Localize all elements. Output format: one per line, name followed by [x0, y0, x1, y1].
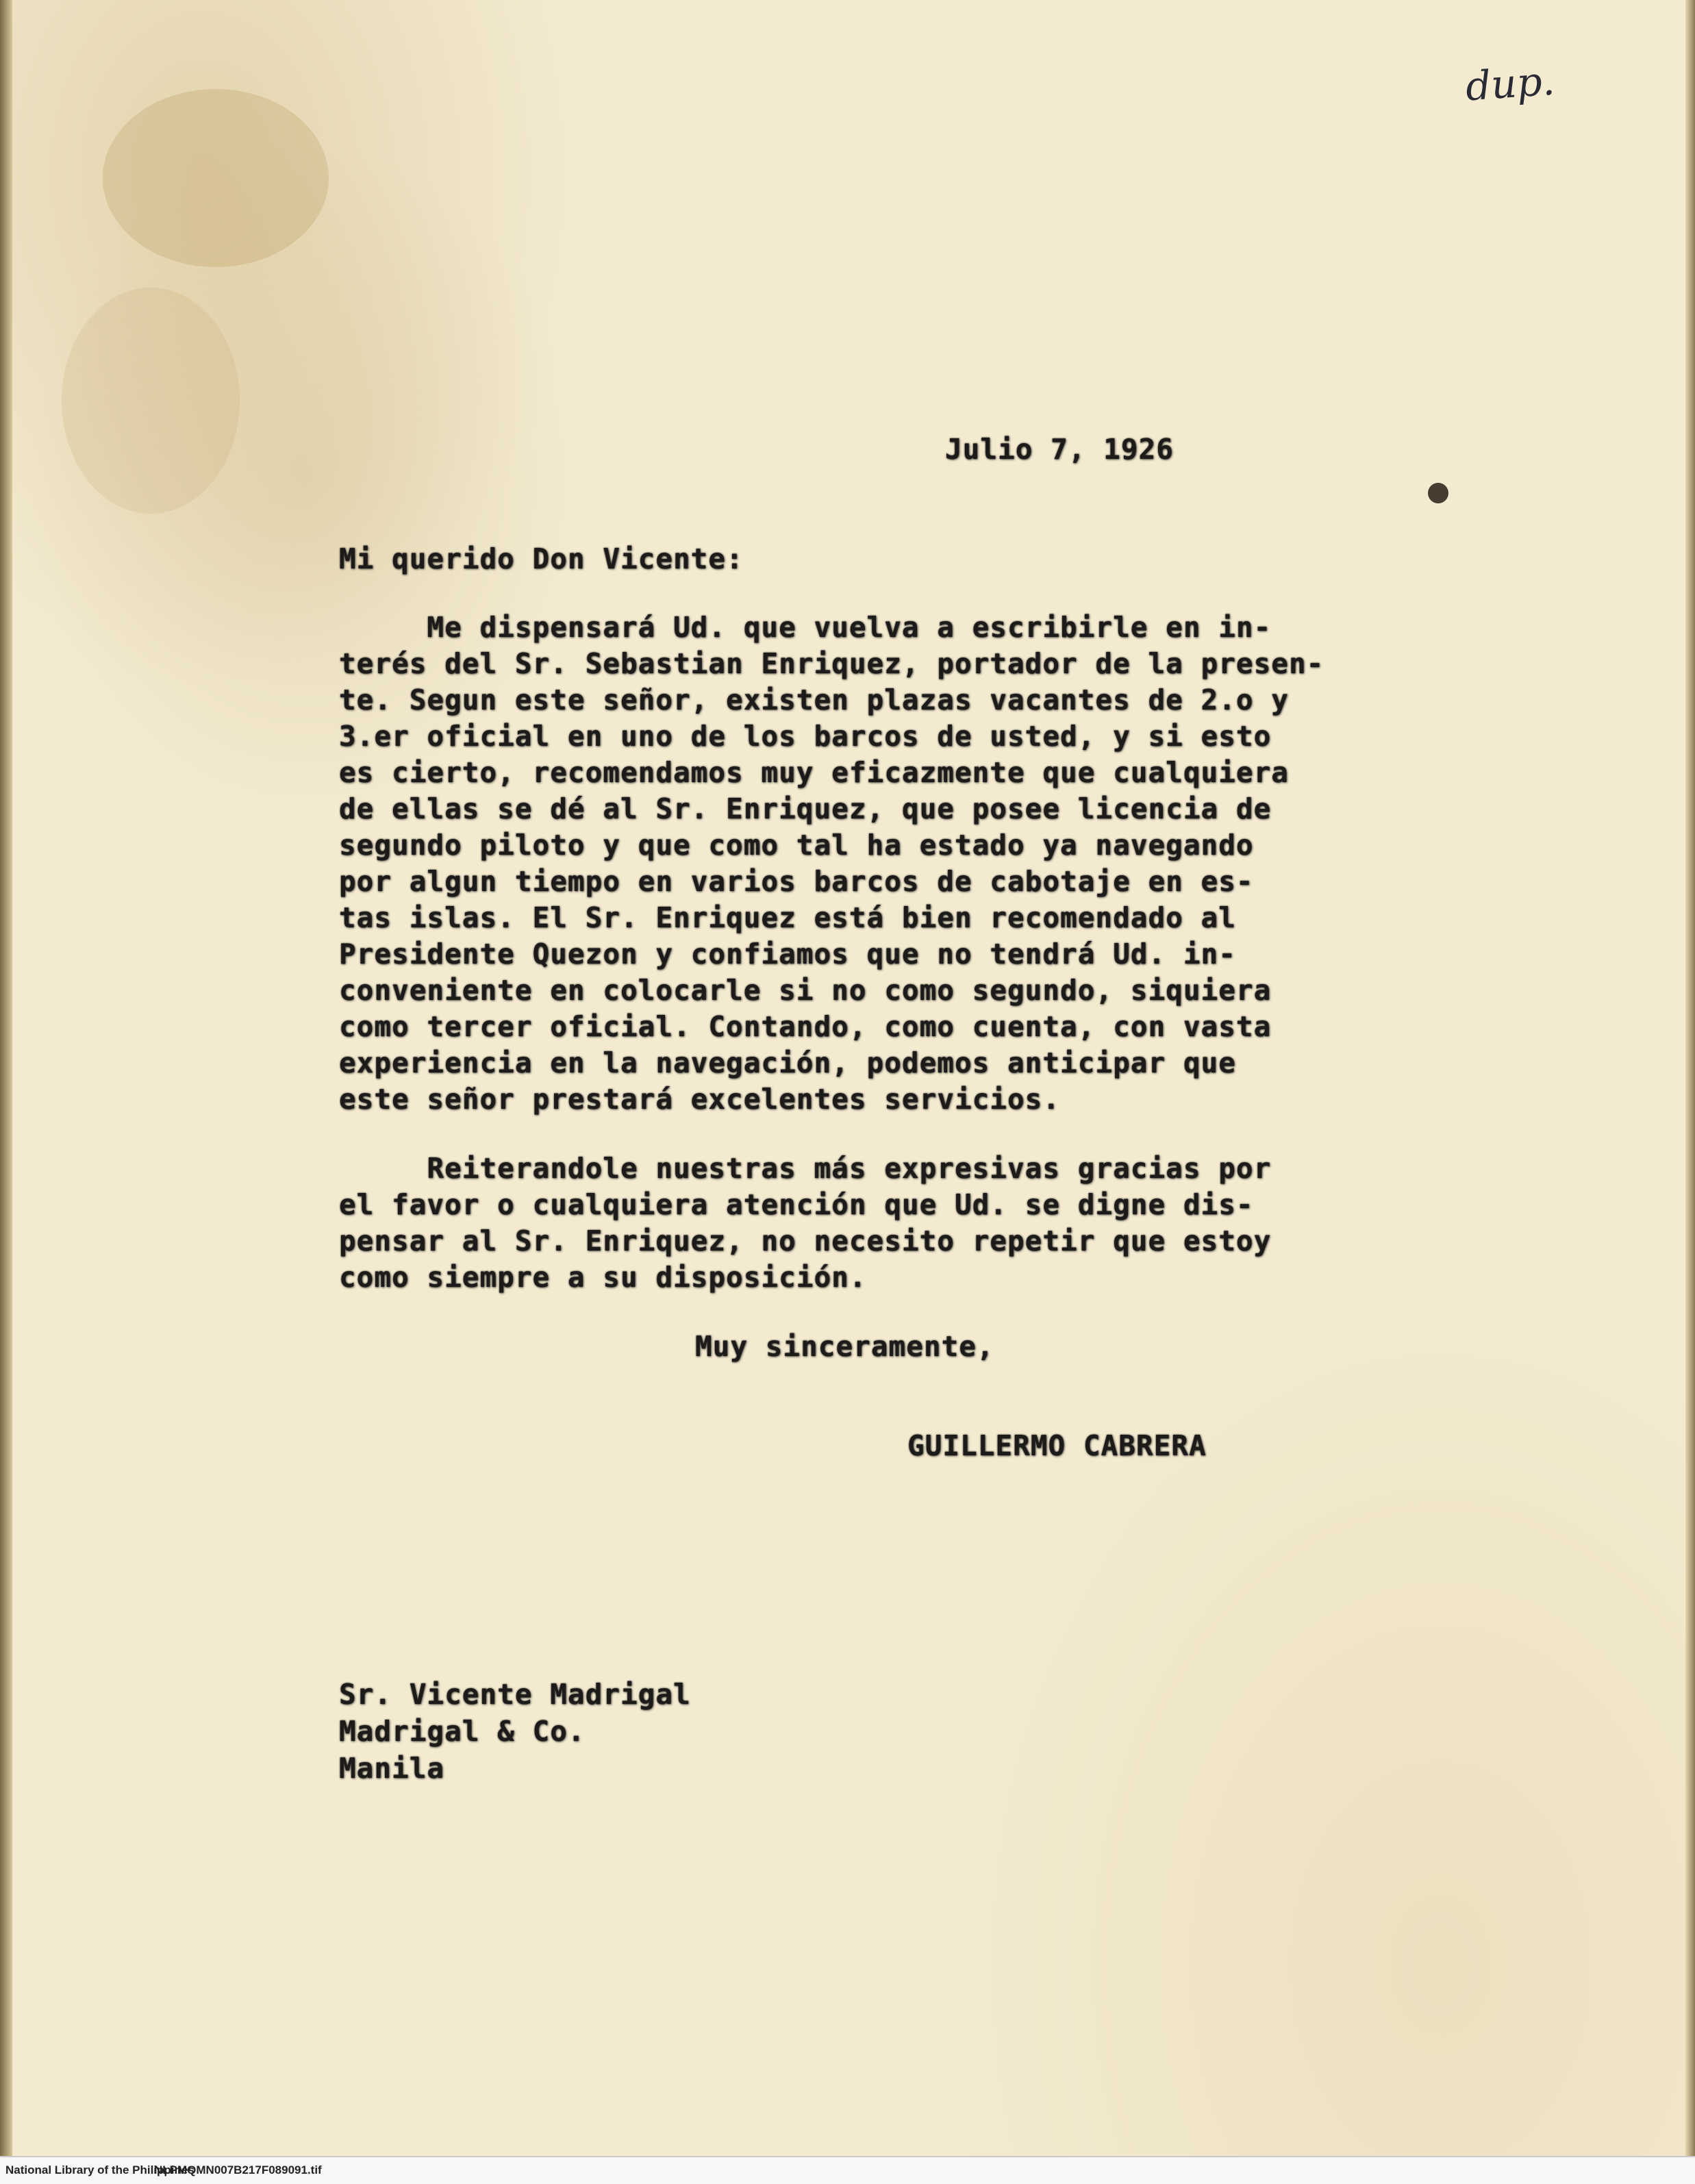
text-line: 3.er oficial en uno de los barcos de usted, y si esto [339, 720, 1272, 753]
text-line: Reiterandole nuestras más expresivas gracias por [339, 1152, 1272, 1185]
signature-name: GUILLERMO CABRERA [907, 1429, 1207, 1462]
text-line: experiencia en la navegación, podemos anticipar que [339, 1046, 1236, 1079]
text-line: por algun tiempo en varios barcos de cabotaje en es- [339, 865, 1254, 898]
text-line: conveniente en colocarle si no como segundo, siquiera [339, 974, 1272, 1007]
text-line: como siempre a su disposición. [339, 1261, 867, 1294]
text-line: Presidente Quezon y confiamos que no tendrá Ud. in- [339, 938, 1236, 970]
archive-footer [0, 2156, 1695, 2184]
footer-file-id: NLPMQMN007B217F089091.tif [154, 2163, 322, 2176]
text-line: Me dispensará Ud. que vuelva a escribirle en in- [339, 611, 1272, 644]
recipient-city: Manila [339, 1752, 445, 1785]
recipient-name: Sr. Vicente Madrigal [339, 1678, 691, 1711]
text-line: el favor o cualquiera atención que Ud. se digne dis- [339, 1188, 1254, 1221]
closing: Muy sinceramente, [695, 1330, 994, 1363]
footer-institution: National Library of the Philippines [5, 2163, 194, 2176]
handwritten-annotation: dup. [1464, 57, 1557, 110]
water-stain [62, 288, 240, 514]
recipient-company: Madrigal & Co. [339, 1715, 586, 1748]
text-line: este señor prestará excelentes servicios. [339, 1083, 1061, 1116]
left-page-edge [0, 0, 12, 2157]
water-stain [103, 89, 329, 267]
text-line: de ellas se dé al Sr. Enriquez, que posee licencia de [339, 792, 1272, 825]
text-line: tas islas. El Sr. Enriquez está bien recomendado al [339, 901, 1236, 934]
text-line: es cierto, recomendamos muy eficazmente que cualquiera [339, 756, 1289, 789]
salutation: Mi querido Don Vicente: [339, 542, 744, 575]
right-page-edge [1685, 0, 1695, 2157]
text-line: te. Segun este señor, existen plazas vacantes de 2.o y [339, 683, 1289, 716]
letter-date: Julio 7, 1926 [945, 433, 1174, 466]
text-line: como tercer oficial. Contando, como cuenta, con vasta [339, 1010, 1272, 1043]
text-line: segundo piloto y que como tal ha estado ya navegando [339, 829, 1254, 862]
ink-spot [1428, 483, 1448, 503]
text-line: pensar al Sr. Enriquez, no necesito repetir que estoy [339, 1225, 1272, 1257]
text-line: terés del Sr. Sebastian Enriquez, portador de la presen- [339, 647, 1324, 680]
